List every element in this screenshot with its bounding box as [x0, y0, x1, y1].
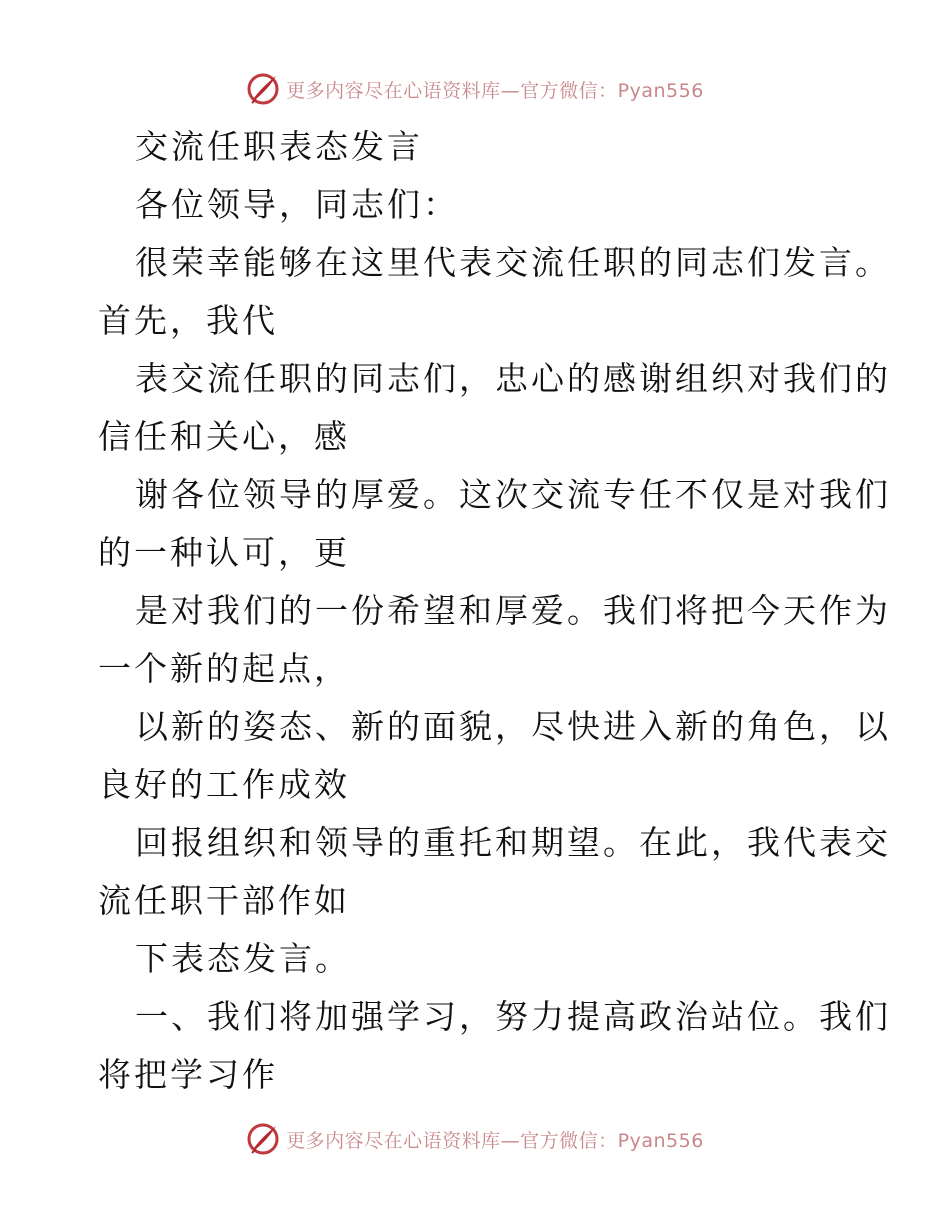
text-line: 一个新的起点，	[98, 649, 350, 688]
text-line: 表交流任职的同志们，忠心的感谢组织对我们的	[135, 359, 891, 398]
text-line: 良好的工作成效	[98, 765, 350, 804]
feather-pen-logo-icon	[246, 1122, 280, 1156]
feather-pen-logo-icon	[246, 72, 280, 106]
header-banner	[0, 72, 950, 106]
text-line: 各位领导，同志们：	[135, 185, 459, 224]
text-line: 谢各位领导的厚爱。这次交流专任不仅是对我们	[135, 475, 891, 514]
text-line: 信任和关心，感	[98, 417, 350, 456]
footer-banner	[0, 1122, 950, 1156]
text-line: 回报组织和领导的重托和期望。在此，我代表交	[135, 823, 891, 862]
text-line: 交流任职表态发言	[135, 127, 423, 166]
text-line: 是对我们的一份希望和厚爱。我们将把今天作为	[135, 591, 891, 630]
text-line: 流任职干部作如	[98, 881, 350, 920]
banner-text: 更多内容尽在心语资料库—官方微信：Pyan556	[286, 79, 704, 102]
text-line: 以新的姿态、新的面貌，尽快进入新的角色，以	[135, 707, 891, 746]
text-line: 一、我们将加强学习，努力提高政治站位。我们	[135, 997, 891, 1036]
text-line: 很荣幸能够在这里代表交流任职的同志们发言。	[135, 243, 891, 282]
text-line: 的一种认可，更	[98, 533, 350, 572]
text-line: 将把学习作	[98, 1055, 278, 1094]
banner-text: 更多内容尽在心语资料库—官方微信：Pyan556	[286, 1129, 704, 1152]
document-body	[98, 118, 891, 1104]
text-line: 首先，我代	[98, 301, 278, 340]
text-line: 下表态发言。	[135, 939, 351, 978]
